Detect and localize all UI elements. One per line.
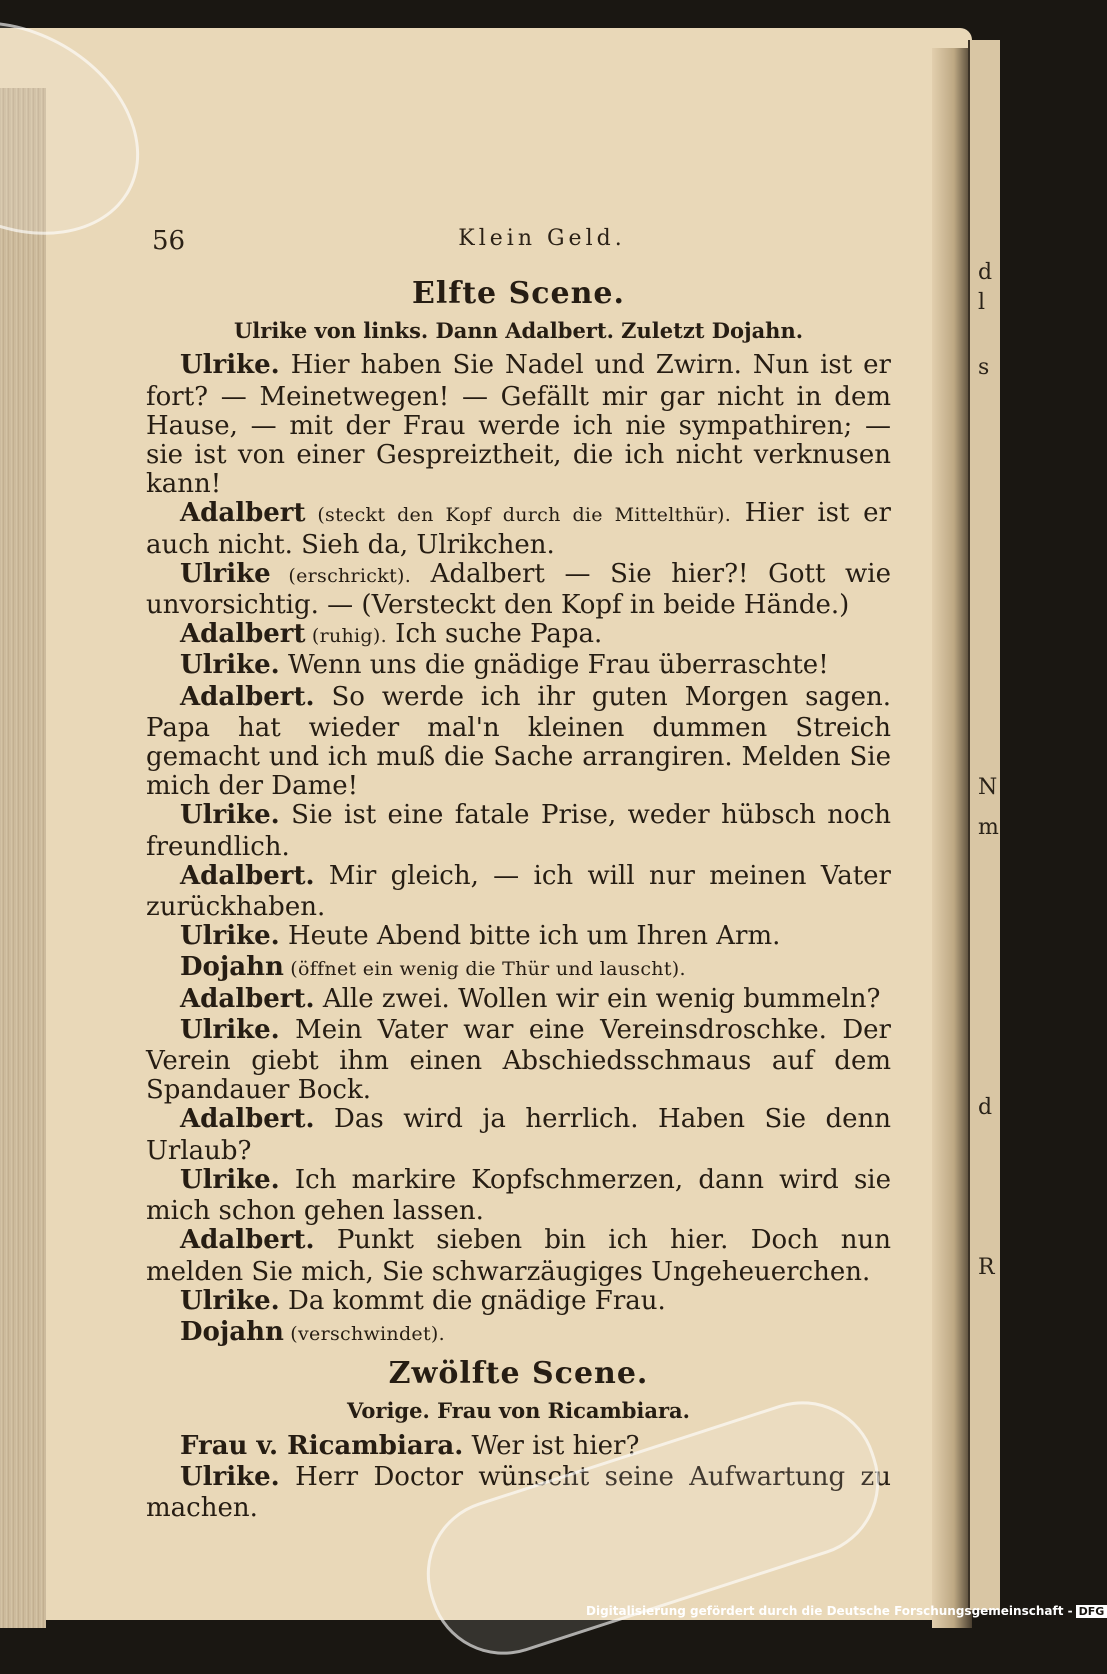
dialogue-text: Wenn uns die gnädige Frau überraschte! — [279, 650, 829, 681]
next-page-letter: d — [978, 1095, 993, 1120]
dialogue-text: Punkt sieben bin ich hier. Doch nun melden Sie mich, Sie schwarzäugiges Ungeheuerchen. — [146, 1225, 891, 1287]
dialogue-line — [146, 1287, 891, 1318]
dialogue-text: Hier haben Sie Nadel und Zwirn. Nun ist er fort? — Meinetwegen! — Gefällt mir gar nicht in dem Hause, — mit der Frau werde ich nie sympathiren; — sie ist von einer Gespreiztheit, die ich nicht verknusen kann! — [146, 350, 891, 500]
dialogue-line — [146, 620, 891, 651]
dialogue-text: Heute Abend bitte ich um Ihren Arm. — [279, 921, 781, 952]
dialogue-line — [146, 560, 891, 620]
next-page-letter: R — [978, 1255, 995, 1280]
scene-dialogue — [146, 351, 891, 1349]
book-page — [0, 28, 972, 1620]
dialogue-line — [146, 922, 891, 953]
dialogue-line — [146, 683, 891, 802]
dialogue-text: Das wird ja herrlich. Haben Sie denn Urlaub? — [146, 1104, 891, 1166]
stage-direction: (ruhig). — [305, 625, 387, 648]
dialogue-text: Sie ist eine fatale Prise, weder hübsch noch freundlich. — [146, 800, 891, 862]
next-page-letter: s — [978, 355, 990, 380]
dfg-logo: DFG — [1076, 1605, 1107, 1618]
dialogue-text: Herr Doctor wünscht seine Aufwartung zu machen. — [146, 1461, 891, 1523]
dialogue-line — [146, 953, 891, 984]
digitization-credit — [586, 1604, 1105, 1624]
dialogue-text: Wer ist hier? — [463, 1430, 640, 1461]
speaker-name: Ulrike. — [180, 350, 280, 381]
dialogue-text: Alle zwei. Wollen wir ein wenig bummeln? — [314, 983, 881, 1014]
dialogue-text: Ich markire Kopfschmerzen, dann wird sie mich schon gehen lassen. — [146, 1164, 891, 1227]
speaker-name: Adalbert — [180, 498, 306, 529]
dialogue-line — [146, 801, 891, 861]
speaker-name: Adalbert. — [180, 860, 315, 891]
scene-title: Elfte Scene. — [412, 276, 625, 311]
dialogue-text: Adalbert — Sie hier?! Gott wie unvorsichtig. — (Versteckt den Kopf in beide Hände.) — [146, 558, 891, 621]
scene-title: Zwölfte Scene. — [388, 1356, 649, 1392]
speaker-name: Ulrike. — [180, 1164, 280, 1195]
speaker-name: Adalbert. — [180, 681, 315, 712]
next-page-letter: N — [978, 775, 998, 800]
page-edges — [0, 88, 46, 1628]
stage-direction: (erschrickt). — [270, 564, 412, 587]
dialogue-line — [146, 1226, 891, 1286]
next-page-edge — [968, 40, 1000, 1610]
dialogue-line — [146, 1318, 891, 1349]
scene-cast: Ulrike von links. Dann Adalbert. Zuletzt Dojahn. — [233, 318, 804, 344]
speaker-name: Ulrike — [180, 558, 271, 589]
stage-direction: (steckt den Kopf durch die Mittelthür). — [305, 504, 732, 527]
running-title: Klein Geld. — [458, 226, 626, 251]
speaker-name: Dojahn — [180, 952, 284, 983]
speaker-name: Ulrike. — [180, 1014, 280, 1045]
stage-direction: (öffnet ein wenig die Thür und lauscht). — [283, 958, 686, 981]
book-gutter — [932, 48, 972, 1628]
next-page-letter: l — [978, 290, 986, 315]
dialogue-line — [146, 1105, 891, 1165]
page-number: 56 — [152, 226, 186, 256]
next-page-letter: m — [978, 815, 999, 840]
dialogue-text: Ich suche Papa. — [386, 619, 603, 650]
speaker-name: Adalbert. — [180, 1104, 315, 1135]
dialogue-text: Mir gleich, — ich will nur meinen Vater zurückhaben. — [146, 860, 891, 923]
scene-cast: Vorige. Frau von Ricambiara. — [347, 1398, 690, 1424]
dialogue-line — [146, 499, 891, 559]
speaker-name: Adalbert. — [180, 1225, 315, 1256]
dialogue-text: Hier ist er auch nicht. Sieh da, Ulrikchen. — [146, 498, 891, 560]
speaker-name: Ulrike. — [180, 800, 280, 831]
next-page-letter: d — [978, 260, 993, 285]
page-header — [152, 226, 892, 266]
dialogue-line — [146, 651, 891, 682]
dialogue-line — [146, 351, 891, 499]
page-content — [146, 273, 891, 1523]
dialogue-text: Mein Vater war eine Vereinsdroschke. Der Verein giebt ihm einen Abschiedsschmaus auf dem Spandauer Bock. — [146, 1014, 891, 1106]
credit-text: Digitalisierung gefördert durch die Deutsche Forschungsgemeinschaft - — [586, 1604, 1073, 1618]
dialogue-text: Da kommt die gnädige Frau. — [279, 1285, 666, 1316]
dialogue-line — [146, 1016, 891, 1106]
dialogue-line — [146, 985, 891, 1016]
speaker-name: Ulrike. — [180, 1461, 280, 1492]
dialogue-line — [146, 1166, 891, 1226]
speaker-name: Frau v. Ricambiara. — [180, 1430, 464, 1461]
dialogue-text: So werde ich ihr guten Morgen sagen. Papa hat wieder mal'n kleinen dummen Streich gemacht und ich muß die Sache arrangiren. Melden Sie mich der Dame! — [146, 681, 891, 802]
speaker-name: Ulrike. — [180, 1285, 280, 1316]
speaker-name: Dojahn — [180, 1316, 284, 1347]
stage-direction: (verschwindet). — [283, 1322, 445, 1345]
dialogue-line — [146, 862, 891, 922]
speaker-name: Ulrike. — [180, 650, 280, 681]
speaker-name: Ulrike. — [180, 921, 280, 952]
speaker-name: Adalbert. — [180, 983, 315, 1014]
speaker-name: Adalbert — [180, 619, 306, 650]
